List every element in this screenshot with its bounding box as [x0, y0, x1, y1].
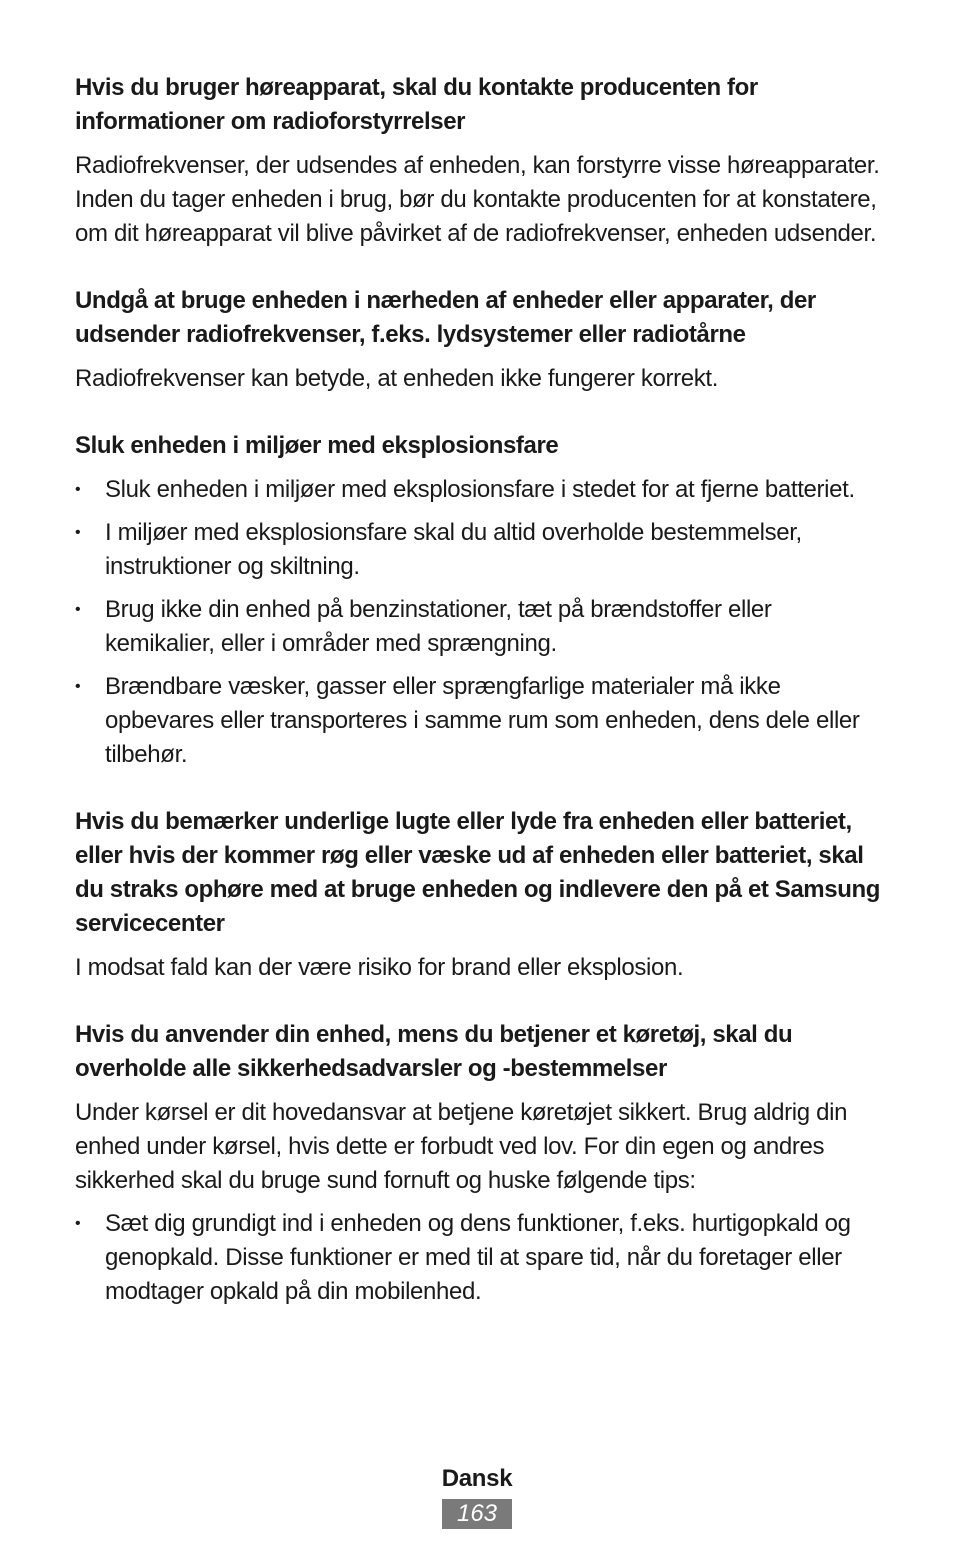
bullet-list — [75, 1207, 885, 1309]
section-heading: Sluk enheden i miljøer med eksplosionsfare — [75, 432, 559, 459]
section-paragraph: Radiofrekvenser, der udsendes af enheden, kan forstyrre visse høreapparater. Inden du tager enheden i brug, bør du kontakte producenten for at konstatere, om dit høreapparat vil blive påvirket af de radiofrekvenser, enheden udsender. — [75, 152, 880, 247]
section-radio-devices — [75, 284, 885, 396]
bullet-icon: • — [75, 481, 81, 498]
section-hearing-aid — [75, 71, 885, 251]
list-item-text: Brug ikke din enhed på benzinstationer, tæt på brændstoffer eller kemikalier, eller i områder med sprængning. — [105, 596, 772, 657]
list-item — [75, 473, 885, 507]
footer-language: Dansk — [441, 1465, 513, 1492]
list-item — [75, 670, 885, 772]
section-heading: Undgå at bruge enheden i nærheden af enheder eller apparater, der udsender radiofrekvenser, f.eks. lydsystemer eller radiotårne — [75, 287, 816, 348]
list-item — [75, 516, 885, 584]
page-footer — [0, 1462, 954, 1529]
section-heading: Hvis du bruger høreapparat, skal du kontakte producenten for informationer om radioforstyrrelser — [75, 74, 758, 135]
section-driving — [75, 1018, 885, 1309]
bullet-icon: • — [75, 524, 81, 541]
page-number: 163 — [442, 1499, 512, 1529]
section-heading: Hvis du bemærker underlige lugte eller lyde fra enheden eller batteriet, eller hvis der kommer røg eller væske ud af enheden eller batteriet, skal du straks ophøre med at bruge enheden og indlevere den på et Samsung servicecenter — [75, 808, 880, 937]
list-item-text: I miljøer med eksplosionsfare skal du altid overholde bestemmelser, instruktioner og skiltning. — [105, 519, 802, 580]
list-item-text: Sæt dig grundigt ind i enheden og dens funktioner, f.eks. hurtigopkald og genopkald. Disse funktioner er med til at spare tid, når du foretager eller modtager opkald på din mobilenhed. — [105, 1210, 851, 1305]
section-paragraph: I modsat fald kan der være risiko for brand eller eksplosion. — [75, 954, 684, 981]
bullet-icon: • — [75, 1215, 81, 1232]
list-item — [75, 1207, 885, 1309]
bullet-icon: • — [75, 678, 81, 695]
document-body — [75, 71, 885, 1342]
list-item-text: Sluk enheden i miljøer med eksplosionsfare i stedet for at fjerne batteriet. — [105, 476, 855, 503]
bullet-icon: • — [75, 601, 81, 618]
section-paragraph: Radiofrekvenser kan betyde, at enheden ikke fungerer korrekt. — [75, 365, 719, 392]
section-heading: Hvis du anvender din enhed, mens du betjener et køretøj, skal du overholde alle sikkerhedsadvarsler og -bestemmelser — [75, 1021, 793, 1082]
section-explosive-environments — [75, 429, 885, 772]
list-item — [75, 593, 885, 661]
list-item-text: Brændbare væsker, gasser eller sprængfarlige materialer må ikke opbevares eller transporteres i samme rum som enheden, dens dele eller tilbehør. — [105, 673, 860, 768]
section-paragraph: Under kørsel er dit hovedansvar at betjene køretøjet sikkert. Brug aldrig din enhed under kørsel, hvis dette er forbudt ved lov. For din egen og andres sikkerhed skal du bruge sund fornuft og huske følgende tips: — [75, 1099, 848, 1194]
bullet-list — [75, 473, 885, 772]
section-odd-smells — [75, 805, 885, 985]
